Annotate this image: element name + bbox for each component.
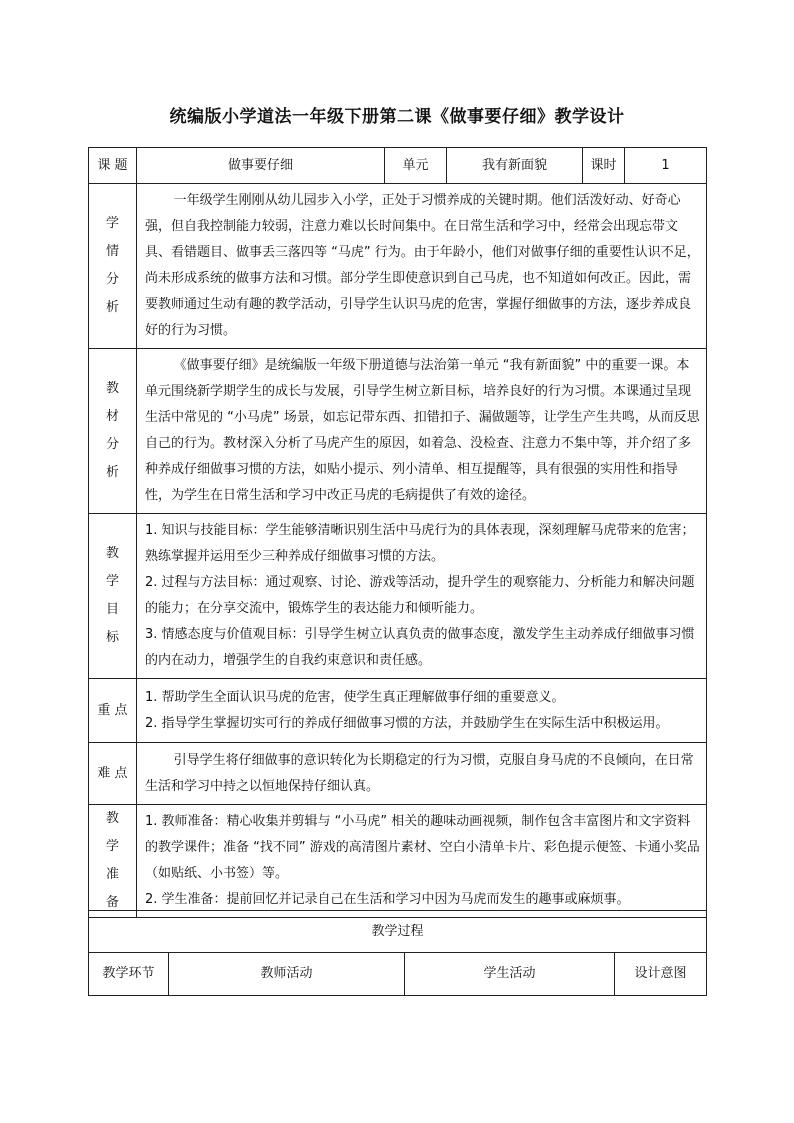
lesson-plan-table [88,147,707,918]
key-points-row [89,679,707,743]
header-row [89,148,707,184]
material-analysis-label: 教 材 分 析 [89,349,137,514]
unit-label: 单元 [385,148,447,184]
teaching-process-table [88,910,707,996]
process-title: 教学过程 [89,911,707,953]
material-analysis-text: 《做事要仔细》是统编版一年级下册道德与法治第一单元 “我有新面貌” 中的重要一课。本单元围绕新学期学生的成长与发展，引导学生树立新目标，培养良好的行为习惯。本课通过呈现生活中常见的 “小马虎” 场景，如忘记带东西、扣错扣子、漏做题等，让学生产生共鸣，从而反思自己的行为。教材深入分析了马虎产生的原因，如着急、没检查、注意力不集中等，并介绍了多种养成仔细做事习惯的方法，如贴小提示、列小清单、相互提醒等，具有很强的实用性和指导性，为学生在日常生活和学习中改正马虎的毛病提供了有效的途径。 [137,349,707,514]
prep-item: 2. 学生准备：提前回忆并记录自己在生活和学习中因为马虎而发生的趣事或麻烦事。 [145,892,630,907]
material-analysis-row [89,349,707,514]
teaching-prep-text [137,805,707,918]
topic-value: 做事要仔细 [137,148,385,184]
key-point-item: 2. 指导学生掌握切实可行的养成仔细做事习惯的方法，并鼓励学生在实际生活中积极运用。 [145,715,669,731]
prep-item: 1. 教师准备：精心收集并剪辑与 “小马虎” 相关的趣味动画视频，制作包含丰富图片和文字资料的教学课件；准备 “找不同” 游戏的高清图片素材、空白小清单卡片、彩色提示便签、卡通小奖品（如贴纸、小书签）等。 [145,814,700,881]
column-header: 设计意图 [615,953,707,996]
page-title: 统编版小学道法一年级下册第二课《做事要仔细》教学设计 [169,107,625,127]
process-header-row [89,953,707,996]
learner-analysis-row [89,184,707,349]
teaching-goals-text [137,514,707,679]
column-header: 学生活动 [405,953,615,996]
column-header: 教师活动 [169,953,405,996]
teaching-goals-label: 教 学 目 标 [89,514,137,679]
period-label: 课时 [583,148,625,184]
unit-value: 我有新面貌 [447,148,583,184]
goal-item: 1. 知识与技能目标：学生能够清晰识别生活中马虎行为的具体表现，深刻理解马虎带来的危害；熟练掌握并运用至少三种养成仔细做事习惯的方法。 [145,523,695,564]
teaching-prep-row [89,805,707,918]
process-title-row [89,911,707,953]
difficult-points-label: 难 点 [89,743,137,805]
difficult-points-text: 引导学生将仔细做事的意识转化为长期稳定的行为习惯，克服自身马虎的不良倾向，在日常生活和学习中持之以恒地保持仔细认真。 [137,743,707,805]
teaching-prep-label: 教 学 准 备 [89,805,137,918]
difficult-points-row [89,743,707,805]
teaching-goals-row [89,514,707,679]
key-points-text [137,679,707,743]
column-header: 教学环节 [89,953,169,996]
learner-analysis-text: 一年级学生刚刚从幼儿园步入小学，正处于习惯养成的关键时期。他们活泼好动、好奇心强，但自我控制能力较弱，注意力难以长时间集中。在日常生活和学习中，经常会出现忘带文具、看错题目、做事丢三落四等 “马虎” 行为。由于年龄小，他们对做事仔细的重要性认识不足，尚未形成系统的做事方法和习惯。部分学生即使意识到自己马虎，也不知道如何改正。因此，需要教师通过生动有趣的教学活动，引导学生认识马虎的危害，掌握仔细做事的方法，逐步养成良好的行为习惯。 [137,184,707,349]
topic-label: 课 题 [89,148,137,184]
goal-item: 3. 情感态度与价值观目标：引导学生树立认真负责的做事态度，激发学生主动养成仔细做事习惯的内在动力，增强学生的自我约束意识和责任感。 [145,627,695,668]
key-points-label: 重 点 [89,679,137,743]
learner-analysis-label: 学 情 分 析 [89,184,137,349]
goal-item: 2. 过程与方法目标：通过观察、讨论、游戏等活动，提升学生的观察能力、分析能力和解决问题的能力；在分享交流中，锻炼学生的表达能力和倾听能力。 [145,575,695,616]
period-value: 1 [625,148,707,184]
key-point-item: 1. 帮助学生全面认识马虎的危害，使学生真正理解做事仔细的重要意义。 [145,689,565,705]
